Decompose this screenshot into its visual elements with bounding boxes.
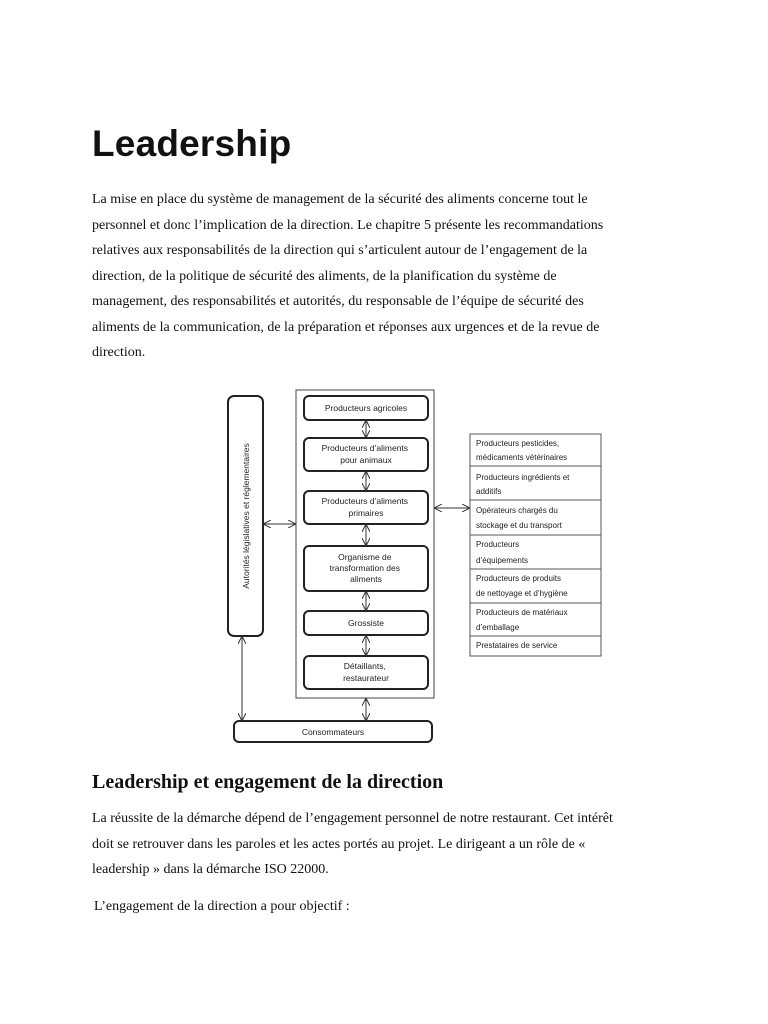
- chain-label: Producteurs agricoles: [324, 403, 408, 413]
- intro-line: direction.: [92, 345, 146, 360]
- section-line: leadership » dans la démarche ISO 22000.: [92, 862, 329, 877]
- supplier-item: Producteurs de produits de nettoyage et d’hygiène: [476, 574, 568, 598]
- section-line: doit se retrouver dans les paroles et les actes portés au projet. Le dirigeant a un rôle de «: [92, 836, 586, 852]
- intro-line: direction, de la politique de sécurité des aliments, de la planification du système de: [92, 268, 557, 284]
- supplier-item: Prestataires de service: [476, 641, 558, 650]
- consumers-label: Consommateurs: [301, 727, 365, 737]
- chain-label: Grossiste: [348, 618, 384, 628]
- supplier-item: Producteurs d’équipements: [476, 540, 529, 565]
- section-paragraph: [92, 806, 692, 883]
- supplier-item: Producteurs de matériaux d’emballage: [476, 608, 568, 632]
- intro-line: aliments de la communication, de la préparation et réponses aux urgences et de la revue de: [92, 319, 600, 335]
- objective-line: L’engagement de la direction a pour objectif :: [94, 899, 350, 914]
- section-line: La réussite de la démarche dépend de l’engagement personnel de notre restaurant. Cet intérêt: [92, 811, 613, 826]
- chain-label: Détaillants, restaurateur: [343, 661, 389, 683]
- chain-label: Organisme de transformation des aliments: [329, 552, 401, 584]
- supplier-item: Producteurs pesticides, médicaments vétérinaires: [476, 439, 568, 462]
- food-chain-diagram: [220, 386, 610, 748]
- intro-line: relatives aux responsabilités de la direction qui s’articulent autour de l’engagement de la: [92, 243, 588, 258]
- chain-frame: [296, 390, 434, 698]
- supplier-item: Opérateurs chargés du stockage et du transport: [476, 506, 562, 530]
- intro-line: personnel et donc l’implication de la direction. Le chapitre 5 présente les recommandations: [92, 217, 604, 233]
- supplier-item: Producteurs ingrédients et additifs: [476, 473, 570, 496]
- page-title: Leadership: [92, 123, 292, 164]
- intro-line: management, des responsabilités et autorités, du responsable de l’équipe de sécurité des: [92, 294, 584, 309]
- chain-label: Producteurs d’aliments pour animaux: [321, 443, 409, 465]
- intro-line: La mise en place du système de management de la sécurité des aliments concerne tout le: [92, 192, 588, 207]
- objective-paragraph: [94, 894, 694, 920]
- chain-label: Producteurs d’aliments primaires: [321, 496, 409, 518]
- intro-paragraph: [92, 187, 692, 366]
- authorities-label: Autorités législatives et réglementaires: [241, 443, 251, 589]
- section-heading: Leadership et engagement de la direction: [92, 771, 444, 793]
